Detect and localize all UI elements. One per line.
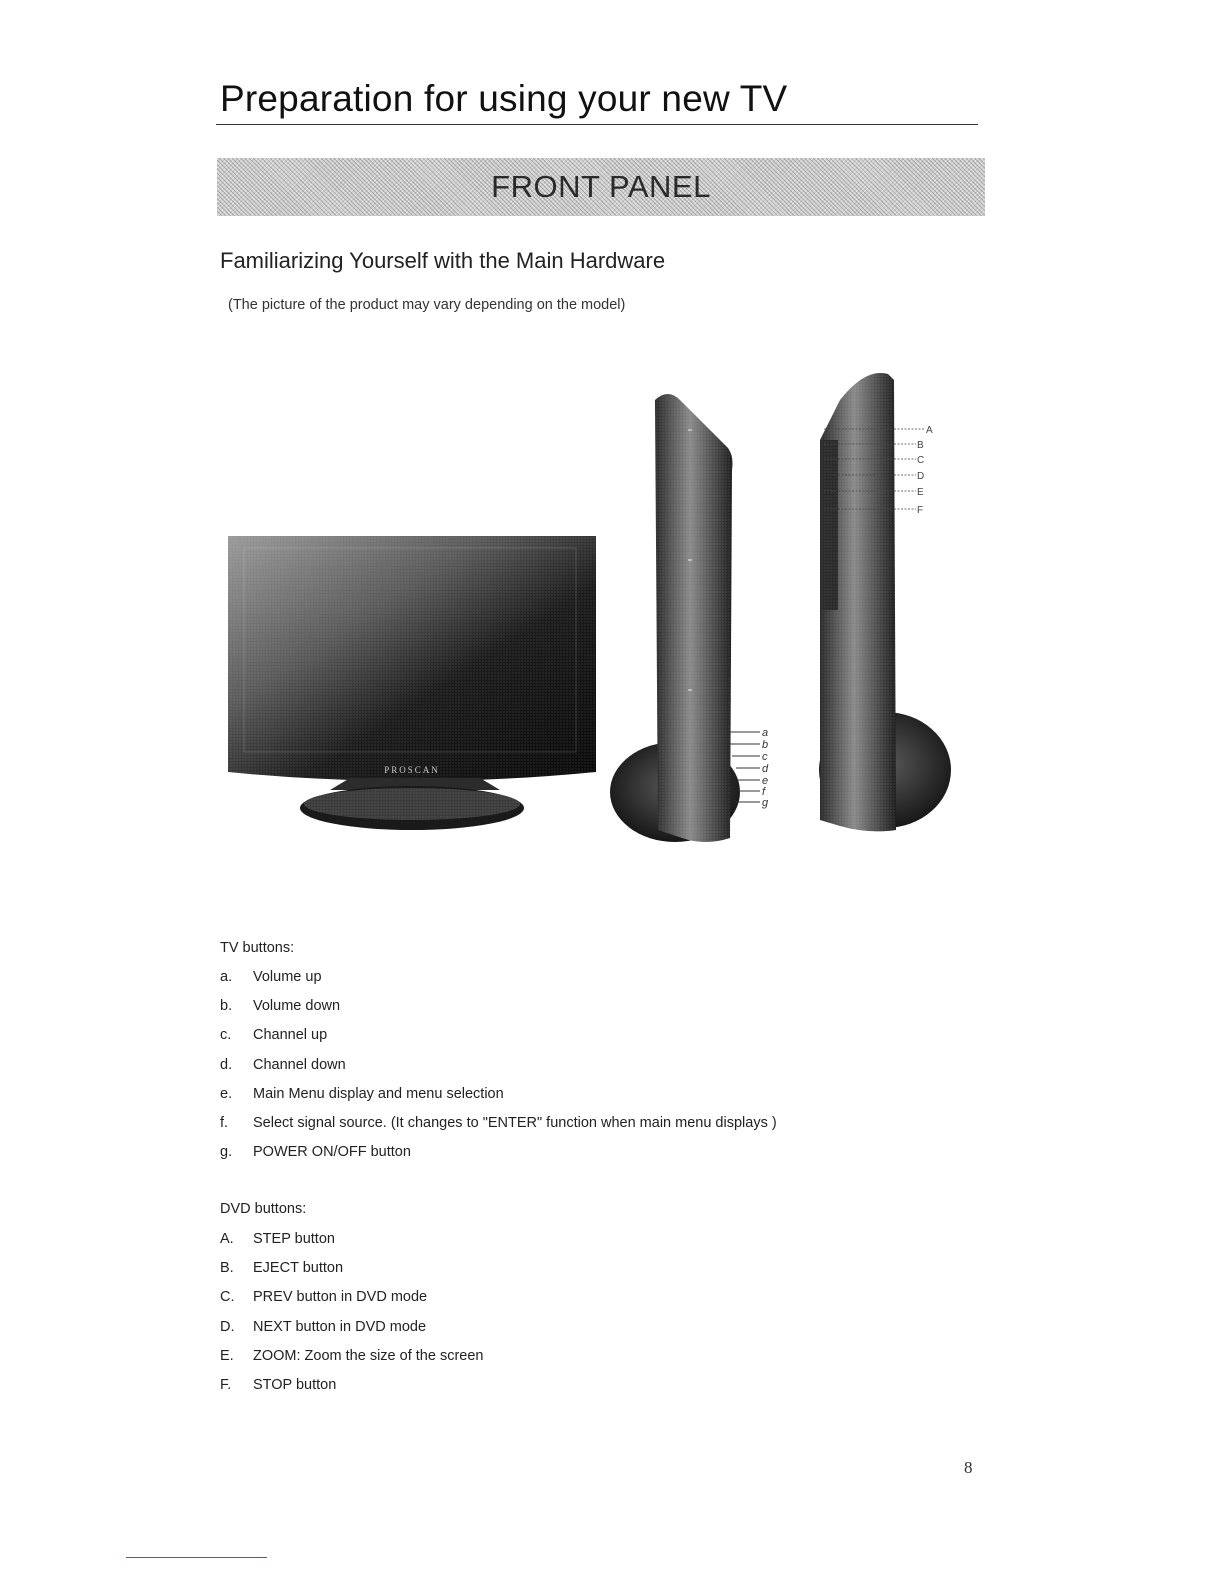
list-text: EJECT button	[253, 1260, 344, 1277]
list-marker: b.	[220, 998, 233, 1015]
callout-f: f	[762, 786, 766, 798]
list-item	[220, 1027, 777, 1056]
section-banner-label: FRONT PANEL	[491, 169, 711, 204]
list-text: ZOOM: Zoom the size of the screen	[253, 1347, 484, 1364]
list-marker: C.	[220, 1289, 235, 1306]
list-item	[220, 1319, 483, 1348]
list-marker: d.	[220, 1056, 233, 1073]
list-item	[220, 998, 777, 1027]
list-text: PREV button in DVD mode	[253, 1289, 428, 1306]
page-number: 8	[964, 1458, 973, 1477]
tv-front-view	[228, 536, 596, 830]
list-marker: E.	[220, 1347, 234, 1364]
list-marker: g.	[220, 1144, 233, 1161]
list-marker: c.	[220, 1027, 232, 1044]
list-marker: F.	[220, 1376, 232, 1393]
callout-B: B	[917, 440, 924, 451]
callout-D: D	[917, 471, 925, 482]
list-item	[220, 1144, 777, 1173]
tv-hardware-illustration	[200, 360, 980, 860]
list-marker: e.	[220, 1085, 233, 1102]
list-marker: f.	[220, 1114, 229, 1131]
list-text: Volume up	[253, 969, 322, 985]
section-banner	[217, 158, 985, 216]
callout-A: A	[926, 425, 933, 436]
list-text: Main Menu display and menu selection	[253, 1085, 504, 1102]
callout-E: E	[917, 487, 924, 498]
title-divider	[216, 124, 978, 125]
brand-logo: PROSCAN	[384, 765, 440, 775]
callout-g: g	[762, 797, 769, 809]
dvd-buttons-list	[220, 1231, 483, 1406]
list-item	[220, 1260, 483, 1289]
tv-buttons-heading: TV buttons:	[220, 940, 295, 956]
list-item	[220, 1086, 777, 1115]
list-item	[220, 1115, 777, 1144]
dvd-buttons-heading: DVD buttons:	[220, 1201, 307, 1217]
tv-side-view-dvd-buttons	[819, 373, 951, 831]
callout-C: C	[917, 455, 925, 466]
callout-d: d	[762, 763, 769, 775]
list-text: Channel down	[253, 1056, 346, 1073]
list-item	[220, 1231, 483, 1260]
list-marker: D.	[220, 1318, 235, 1335]
list-text: POWER ON/OFF button	[253, 1144, 411, 1161]
list-text: STOP button	[253, 1376, 337, 1393]
callout-a: a	[762, 727, 769, 739]
list-item	[220, 1348, 483, 1377]
callout-b: b	[762, 739, 769, 751]
list-text: Volume down	[253, 998, 341, 1015]
list-text: NEXT button in DVD mode	[253, 1318, 427, 1335]
list-marker: A.	[220, 1231, 234, 1247]
section-subheading: Familiarizing Yourself with the Main Hardware	[220, 248, 666, 273]
list-item	[220, 1057, 777, 1086]
list-item	[220, 1377, 483, 1406]
tv-side-view-tv-buttons	[610, 394, 769, 842]
tv-buttons-list	[220, 969, 777, 1173]
callout-e: e	[762, 775, 769, 787]
list-marker: a.	[220, 969, 233, 985]
callout-F: F	[917, 505, 924, 516]
page-title: Preparation for using your new TV	[220, 78, 788, 119]
list-text: Channel up	[253, 1027, 328, 1044]
list-item	[220, 969, 777, 998]
callout-c: c	[762, 751, 768, 763]
list-text: Select signal source. (It changes to "ENTER" function when main menu displays )	[253, 1114, 777, 1131]
list-text: STEP button	[253, 1231, 335, 1247]
list-marker: B.	[220, 1260, 234, 1277]
footer-divider	[126, 1557, 267, 1558]
model-note: (The picture of the product may vary depending on the model)	[228, 297, 626, 313]
list-item	[220, 1289, 483, 1318]
